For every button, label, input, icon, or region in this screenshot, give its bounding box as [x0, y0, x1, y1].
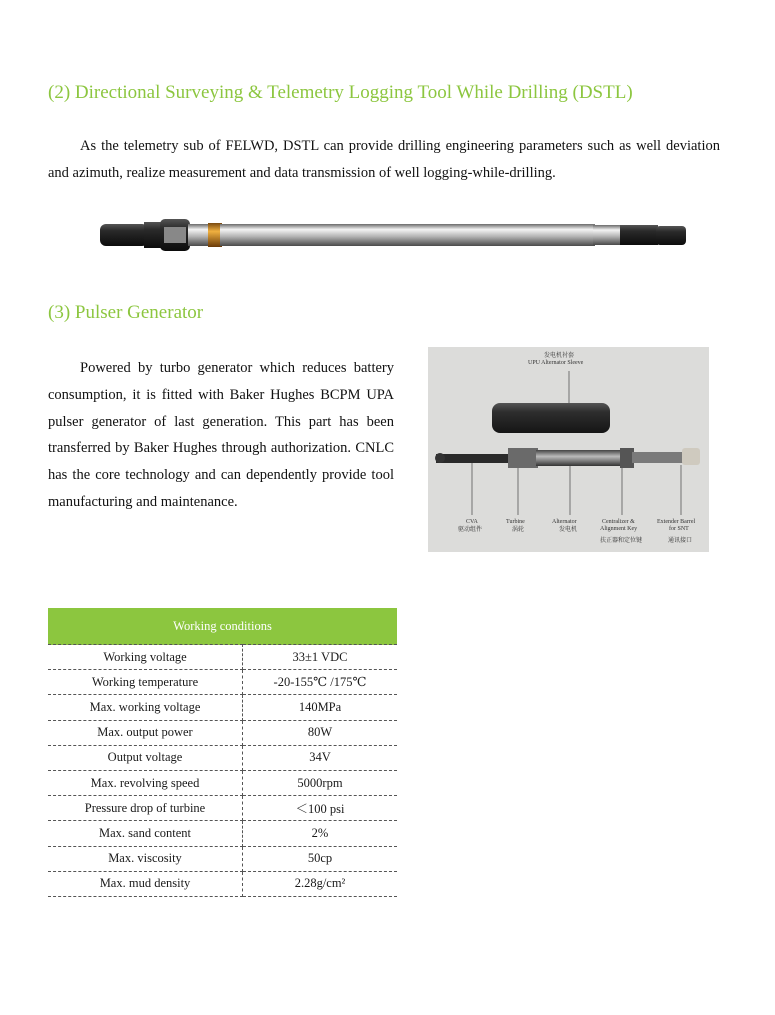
- table-header-row: [48, 608, 397, 645]
- photo-label-alternator: Alternator: [552, 519, 577, 525]
- condition-value: 2.28g/cm²: [243, 871, 398, 896]
- table-row: [48, 846, 397, 871]
- table-row: [48, 695, 397, 720]
- table-row: [48, 770, 397, 795]
- condition-label: Max. viscosity: [48, 846, 243, 871]
- dstl-tool-image: [100, 213, 690, 257]
- table-row: [48, 796, 397, 821]
- condition-label: Pressure drop of turbine: [48, 796, 243, 821]
- condition-label: Max. output power: [48, 720, 243, 745]
- condition-value: 80W: [243, 720, 398, 745]
- pulser-description: Powered by turbo generator which reduces battery consumption, it is fitted with Baker Hughes BCPM UPA pulser generator of last generation. This part has been transferred by Baker Hughes through authorization. CNLC has the core technology and can dependently provide tool manufacturing and maintenance.: [48, 360, 394, 510]
- table-row: [48, 745, 397, 770]
- photo-label-turbine: Turbine: [506, 519, 525, 525]
- condition-value: 34V: [243, 745, 398, 770]
- condition-value: -20-155℃ /175℃: [243, 670, 398, 695]
- photo-label-extender-cn: 通讯接口: [668, 538, 693, 544]
- table-body: [48, 645, 397, 897]
- dstl-heading: (2) Directional Surveying & Telemetry Logging Tool While Drilling (DSTL): [48, 82, 633, 103]
- photo-label-extender: Extender Barrel: [657, 519, 696, 525]
- table-row: [48, 645, 397, 670]
- photo-label-centralizer: Centralizer &: [602, 519, 635, 525]
- photo-label-alternator-cn: 发电机: [559, 527, 578, 533]
- table-header: Working conditions: [48, 608, 397, 645]
- condition-value: 33±1 VDC: [243, 645, 398, 670]
- condition-value: 2%: [243, 821, 398, 846]
- pulser-generator-photo: [428, 347, 709, 552]
- photo-label-sleeve-cn: 发电机衬套: [544, 353, 575, 359]
- pulser-heading: (3) Pulser Generator: [48, 302, 204, 323]
- dstl-description: As the telemetry sub of FELWD, DSTL can provide drilling engineering parameters such as well deviation and azimuth, realize measurement and data transmission of well logging-while-drilling.: [48, 138, 720, 181]
- photo-label-cva-cn: 驱动组件: [458, 527, 483, 533]
- table-row: [48, 871, 397, 896]
- photo-label-cva: CVA: [466, 519, 478, 525]
- photo-label-turbine-cn: 涡轮: [512, 527, 525, 533]
- condition-label: Max. revolving speed: [48, 770, 243, 795]
- condition-label: Output voltage: [48, 745, 243, 770]
- condition-label: Max. sand content: [48, 821, 243, 846]
- working-conditions-table: [48, 608, 397, 897]
- condition-label: Max. mud density: [48, 871, 243, 896]
- table-row: [48, 720, 397, 745]
- condition-label: Working temperature: [48, 670, 243, 695]
- photo-label-extender-2: for SNT: [669, 526, 689, 532]
- table-row: [48, 670, 397, 695]
- photo-label-sleeve: UPU Alternator Sleeve: [528, 360, 584, 366]
- condition-value: 140MPa: [243, 695, 398, 720]
- table-row: [48, 821, 397, 846]
- condition-value: 5000rpm: [243, 770, 398, 795]
- photo-label-centralizer-cn: 扶正器和定位键: [600, 538, 643, 544]
- condition-label: Working voltage: [48, 645, 243, 670]
- condition-value: 50cp: [243, 846, 398, 871]
- condition-label: Max. working voltage: [48, 695, 243, 720]
- photo-label-centralizer-2: Alignment Key: [600, 526, 638, 532]
- condition-value: ＜100 psi: [243, 796, 398, 821]
